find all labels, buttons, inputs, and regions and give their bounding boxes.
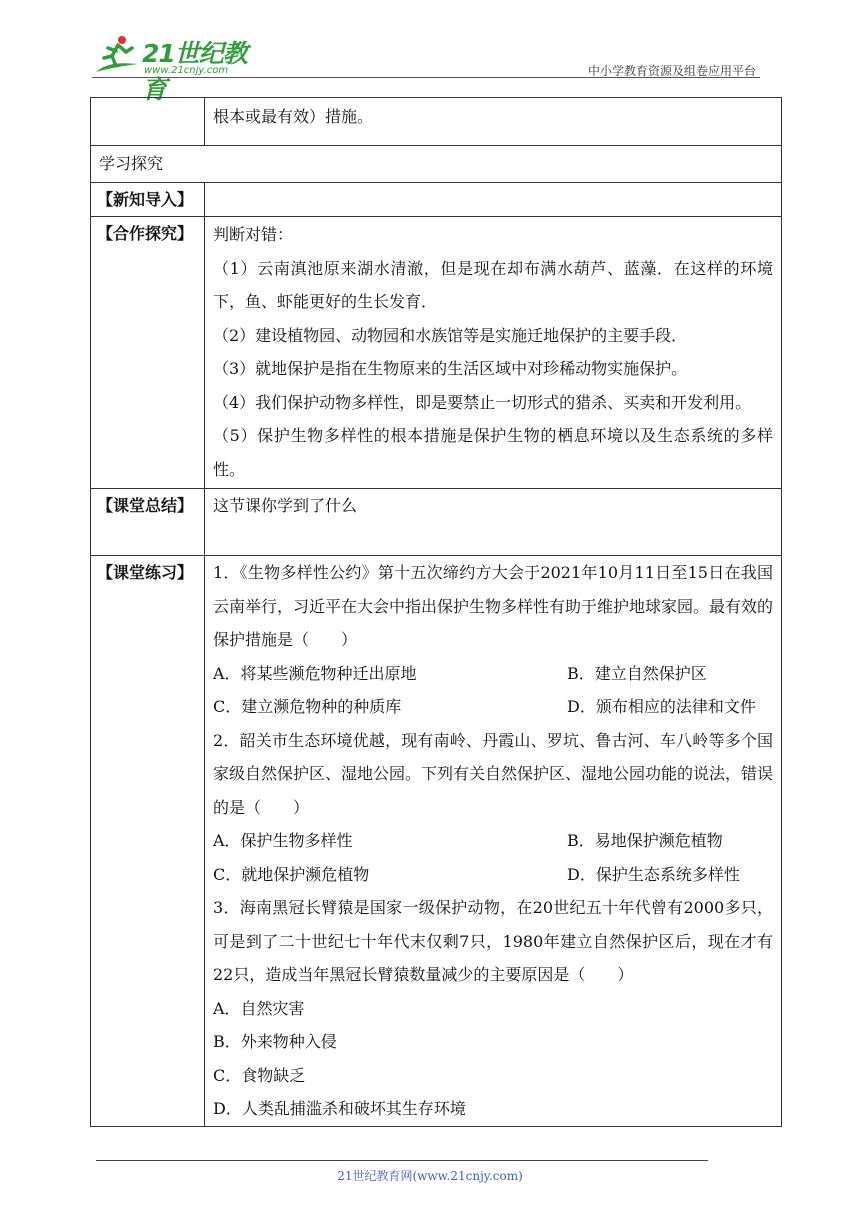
summary-text: 这节课你学到了什么 <box>205 489 782 556</box>
header-divider <box>92 77 760 78</box>
empty-label-cell <box>91 98 205 146</box>
q2-option-a: A．保护生物多样性 <box>213 831 353 850</box>
new-knowledge-label: 【新知导入】 <box>91 182 205 217</box>
carry-over-text: 根本或最有效）措施。 <box>205 98 782 146</box>
practice-label: 【课堂练习】 <box>91 556 205 1127</box>
q3-option-d: D．人类乱捕滥杀和破坏其生存环境 <box>213 1099 466 1118</box>
table-row <box>91 217 782 489</box>
statement-5: （5）保护生物多样性的根本措施是保护生物的栖息环境以及生态系统的多样性。 <box>213 426 773 479</box>
question-1-options-row-2 <box>213 690 773 724</box>
section-title: 学习探究 <box>91 146 782 183</box>
footer-divider <box>96 1160 708 1161</box>
page-header <box>92 28 760 104</box>
question-2-options-row-1 <box>213 824 773 858</box>
question-3-stem: 3．海南黑冠长臂猿是国家一级保护动物，在20世纪五十年代曾有2000多只，可是到了二十世纪七十年代末仅剩7只，1980年建立自然保护区后，现在才有22只，造成当年黑冠长臂猿数量减少的主要原因是（ ） <box>213 898 773 984</box>
table-row <box>91 182 782 217</box>
statement-2: （2）建设植物园、动物园和水族馆等是实施迁地保护的主要手段． <box>213 325 688 345</box>
question-2-stem: 2．韶关市生态环境优越，现有南岭、丹霞山、罗坑、鲁古河、车八岭等多个国家级自然保护区、湿地公园。下列有关自然保护区、湿地公园功能的说法，错误的是（ ） <box>213 730 774 817</box>
statement-4: （4）我们保护动物多样性，即是要禁止一切形式的猎杀、买卖和开发利用。 <box>213 392 752 412</box>
logo-url: www.21cnjy.com <box>144 65 229 76</box>
q3-option-b: B．外来物种入侵 <box>213 1032 337 1051</box>
statement-1: （1）云南滇池原来湖水清澈，但是现在却布满水葫芦、蓝藻．在这样的环境下，鱼、虾能更好的生长发育． <box>213 258 773 311</box>
table-row <box>91 98 782 146</box>
cooperative-intro: 判断对错： <box>213 225 294 244</box>
q3-option-c: C．食物缺乏 <box>213 1065 306 1085</box>
table-row <box>91 556 782 1127</box>
summary-label: 【课堂总结】 <box>91 489 205 556</box>
table-row <box>91 489 782 556</box>
q2-option-c: C．就地保护濒危植物 <box>213 864 370 884</box>
logo-text: 21世纪教育 <box>142 39 247 104</box>
table-row <box>91 146 782 183</box>
statement-3: （3）就地保护是指在生物原来的生活区域中对珍稀动物实施保护。 <box>213 359 688 378</box>
q3-option-a: A．自然灾害 <box>213 998 305 1018</box>
question-2-options-row-2 <box>213 858 773 892</box>
new-knowledge-content <box>205 182 782 217</box>
cooperative-label: 【合作探究】 <box>91 217 205 489</box>
runner-icon <box>94 34 140 76</box>
q2-option-b: B．易地保护濒危植物 <box>567 831 723 850</box>
q1-option-a: A．将某些濒危物种迁出原地 <box>213 663 417 683</box>
q1-option-c: C．建立濒危物种的种质库 <box>213 697 402 716</box>
footer-link[interactable]: 21世纪教育网(www.21cnjy.com) <box>337 1169 523 1183</box>
cooperative-content <box>205 217 782 489</box>
q2-option-d: D．保护生态系统多样性 <box>567 864 740 884</box>
question-1-options-row-1 <box>213 657 773 691</box>
q1-option-b: B．建立自然保护区 <box>567 663 707 683</box>
q1-option-d: D．颁布相应的法律和文件 <box>567 697 756 716</box>
platform-title: 中小学教育资源及组卷应用平台 <box>587 64 756 78</box>
site-logo[interactable] <box>92 32 262 104</box>
practice-content <box>205 556 782 1127</box>
lesson-table <box>90 97 782 1127</box>
question-1-stem: 1．《生物多样性公约》第十五次缔约方大会于2021年10月11日至15日在我国云南举行，习近平在大会中指出保护生物多样性有助于维护地球家园。最有效的保护措施是（ ） <box>213 563 774 649</box>
